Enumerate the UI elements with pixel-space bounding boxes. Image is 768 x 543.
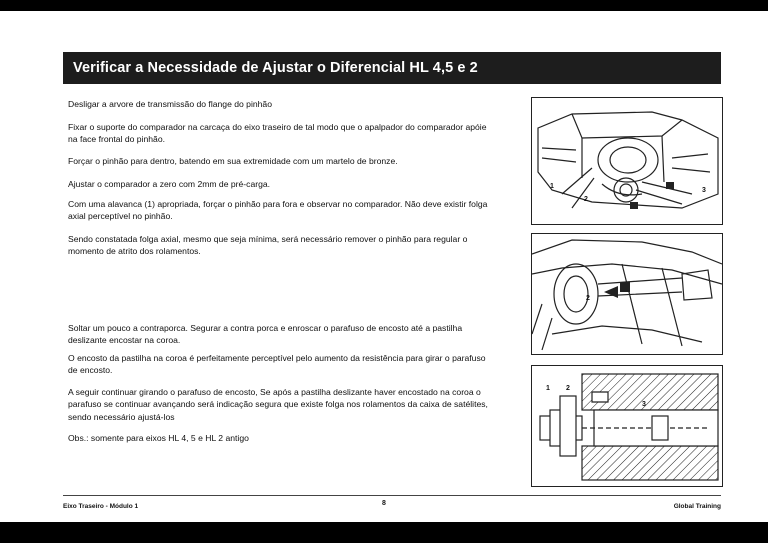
thrust-screw-section — [532, 366, 722, 486]
callout-1: 1 — [550, 183, 554, 190]
paragraph-7: Soltar um pouco a contraporca. Segurar a contra porca e enroscar o parafuso de encosto até a pastilha deslizante encostar na coroa. — [68, 323, 463, 346]
paragraph-8: O encosto da pastilha na coroa é perfeitamente perceptível pelo aumento da resistência para girar o parafuso de encosto. — [68, 353, 486, 376]
callout-1: 1 — [546, 385, 550, 392]
paragraph-9: A seguir continuar girando o parafuso de encosto, Se após a pastilha deslizante haver encostado na coroa o parafuso se continuar avançando será indicação segura que existe folga nos rolamentos da caixa de satélites, sendo necessário ajustá-los — [68, 387, 488, 422]
top-border — [0, 0, 768, 11]
title-bar — [63, 52, 721, 84]
callout-3: 3 — [702, 187, 706, 194]
footer-right: Global Training — [673, 503, 721, 510]
differential-illustration-1 — [532, 98, 722, 224]
page-title: Verificar a Necessidade de Ajustar o Diferencial HL 4,5 e 2 — [73, 60, 478, 76]
bottom-border — [0, 522, 768, 543]
footer-divider — [63, 495, 721, 496]
callout-2: 2 — [586, 295, 590, 302]
differential-illustration-2 — [532, 234, 722, 354]
footer-left: Eixo Traseiro - Módulo 1 — [63, 503, 139, 510]
figure-thrust-screw-section — [531, 365, 723, 487]
callout-2: 2 — [584, 196, 588, 203]
page-number: 8 — [382, 500, 386, 507]
paragraph-4: Ajustar o comparador a zero com 2mm de pré-carga. — [68, 179, 271, 189]
paragraph-5: Com uma alavanca (1) apropriada, forçar o pinhão para fora e observar no comparador. Não deve existir folga axial perceptível no pinhão. — [68, 199, 488, 222]
callout-3: 3 — [642, 401, 646, 408]
paragraph-3: Forçar o pinhão para dentro, batendo em sua extremidade com um martelo de bronze. — [68, 156, 398, 166]
paragraph-1: Desligar a arvore de transmissão do flange do pinhão — [68, 99, 272, 109]
paragraph-10: Obs.: somente para eixos HL 4, 5 e HL 2 antigo — [68, 433, 249, 443]
callout-2: 2 — [566, 385, 570, 392]
figure-dial-indicator-setup — [531, 97, 723, 225]
paragraph-2: Fixar o suporte do comparador na carcaça do eixo traseiro de tal modo que o apalpador do comparador apóie na face frontal do pinhão. — [68, 122, 487, 145]
paragraph-6: Sendo constatada folga axial, mesmo que seja mínima, será necessário remover o pinhão para regular o momento de atrito dos rolamentos. — [68, 234, 468, 257]
figure-lever-pinion — [531, 233, 723, 355]
